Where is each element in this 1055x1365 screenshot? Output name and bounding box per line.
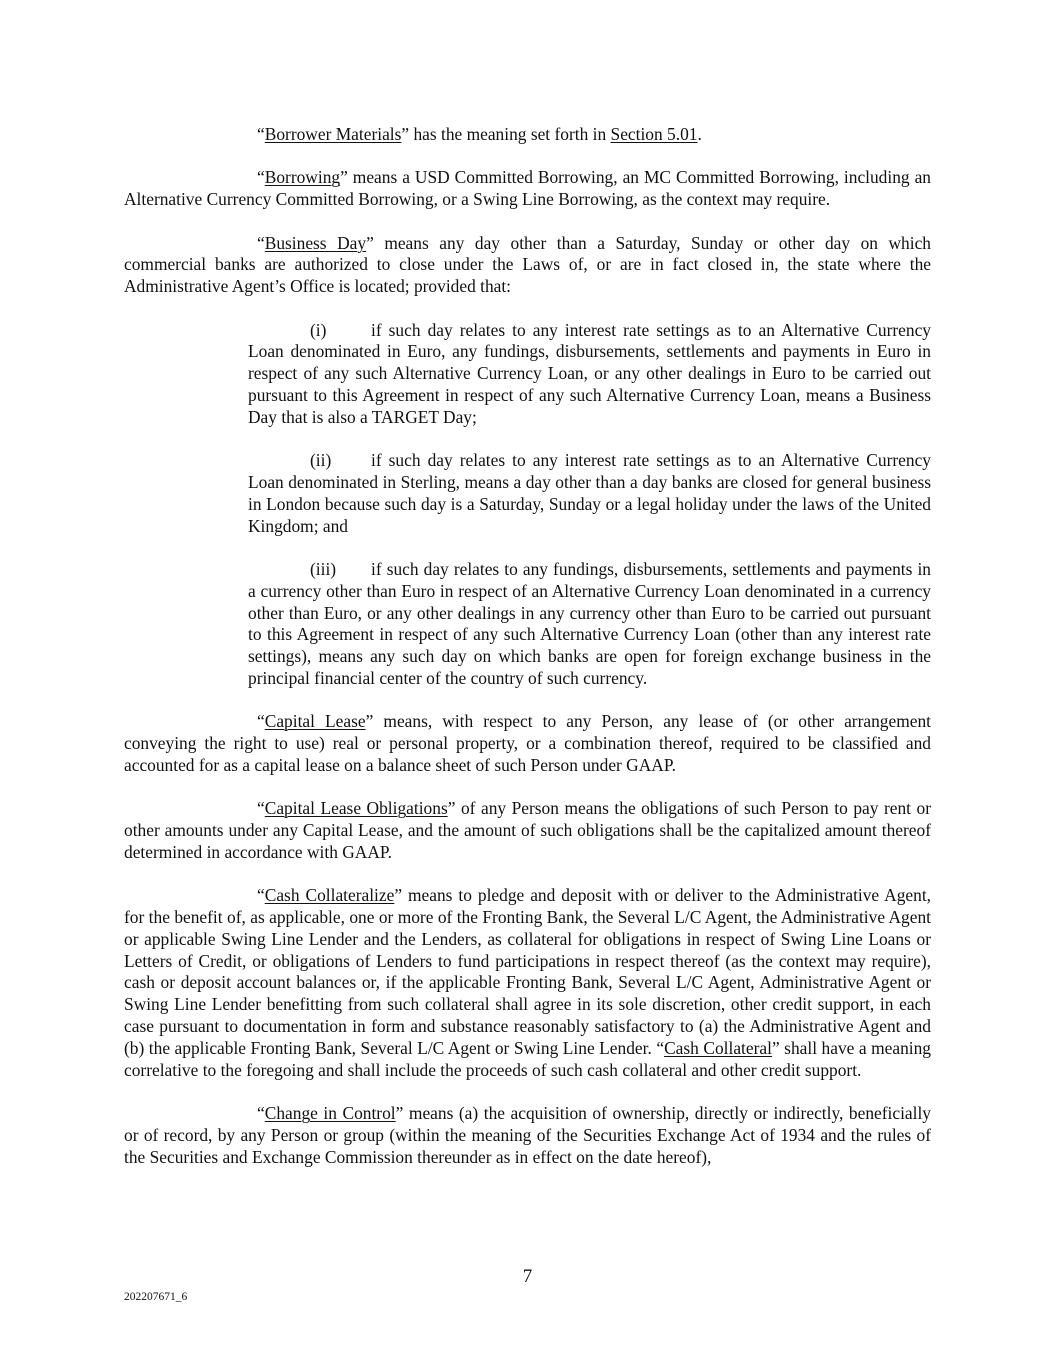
definition-capital-lease: “Capital Lease” means, with respect to any Person, any lease of (or other arrangement conveying the right to use) real or personal property, or a combination thereof, required to be classified and accounted for as a capital lease on a balance sheet of such Person under GAAP. [124, 711, 931, 775]
clause-number: (i) [310, 319, 327, 340]
business-day-clause-i: (i) if such day relates to any interest rate settings as to an Alternative Currency Loan denominated in Euro, any fundings, disbursements, settlements and payments in Euro in respect of any such Alternative Currency Loan, or any other dealings in Euro to be carried out pursuant to this Agreement in respect of any such Alternative Currency Loan, means a Business Day that is also a TARGET Day; [248, 319, 931, 427]
defined-term-cash-collateral: Cash Collateral [664, 1037, 772, 1058]
defined-term: Change in Control [264, 1103, 396, 1124]
definition-change-in-control: “Change in Control” means (a) the acquisition of ownership, directly or indirectly, beneficially or of record, by any Person or group (within the meaning of the Securities Exchange Act of 1934 and the rules of the Securities and Exchange Commission thereunder as in effect on the date hereof), [124, 1103, 931, 1167]
definition-borrowing: “Borrowing” means a USD Committed Borrowing, an MC Committed Borrowing, including an Alternative Currency Committed Borrowing, or a Swing Line Borrowing, as the context may require. [124, 167, 931, 210]
defined-term: Capital Lease [264, 711, 366, 732]
clause-number: (ii) [310, 450, 332, 471]
definition-cash-collateralize: “Cash Collateralize” means to pledge and deposit with or deliver to the Administrative Agent, for the benefit of, as applicable, one or more of the Fronting Bank, the Several L/C Agent, the Administrative Agent or applicable Swing Line Lender and the Lenders, as collateral for obligations in respect of Swing Line Loans or Letters of Credit, or obligations of Lenders to fund participations in respect thereof (as the context may require), cash or deposit account balances or, if the applicable Fronting Bank, Several L/C Agent, Administrative Agent or Swing Line Lender benefitting from such collateral shall agree in its sole discretion, other credit support, in each case pursuant to documentation in form and substance reasonably satisfactory to (a) the Administrative Agent and (b) the applicable Fronting Bank, Several L/C Agent or Swing Line Lender. “Cash Collateral” shall have a meaning correlative to the foregoing and shall include the proceeds of such cash collateral and other credit support. [124, 885, 932, 1080]
defined-term: Borrower Materials [264, 124, 402, 144]
defined-term: Business Day [264, 232, 367, 253]
section-reference: Section 5.01 [610, 124, 698, 144]
document-body [124, 124, 931, 1190]
page-number: 7 [522, 1266, 533, 1287]
definition-borrower-materials: “Borrower Materials” has the meaning set forth in Section 5.01. [257, 124, 702, 144]
clause-number: (iii) [310, 558, 337, 579]
business-day-clause-ii: (ii) if such day relates to any interest rate settings as to an Alternative Currency Loan denominated in Sterling, means a day other than a day banks are closed for general business in London because such day is a Saturday, Sunday or a legal holiday under the laws of the United Kingdom; and [248, 450, 931, 536]
defined-term: Cash Collateralize [264, 885, 395, 906]
defined-term: Borrowing [264, 167, 341, 188]
definition-business-day: “Business Day” means any day other than a Saturday, Sunday or other day on which commercial banks are authorized to close under the Laws of, or are in fact closed in, the state where the Administrative Agent’s Office is located; provided that: [124, 232, 931, 297]
document-id: 202207671_6 [124, 1291, 188, 1303]
defined-term: Capital Lease Obligations [264, 798, 448, 819]
business-day-clause-iii: (iii) if such day relates to any fundings, disbursements, settlements and payments in a currency other than Euro in respect of an Alternative Currency Loan denominated in a currency other than Euro, or any other dealings in any currency other than Euro to be carried out pursuant to this Agreement in respect of any such Alternative Currency Loan (other than any interest rate settings), means any such day on which banks are open for foreign exchange business in the principal financial center of the country of such currency. [248, 558, 931, 688]
definition-capital-lease-obligations: “Capital Lease Obligations” of any Person means the obligations of such Person to pay rent or other amounts under any Capital Lease, and the amount of such obligations shall be the capitalized amount thereof determined in accordance with GAAP. [124, 798, 931, 862]
